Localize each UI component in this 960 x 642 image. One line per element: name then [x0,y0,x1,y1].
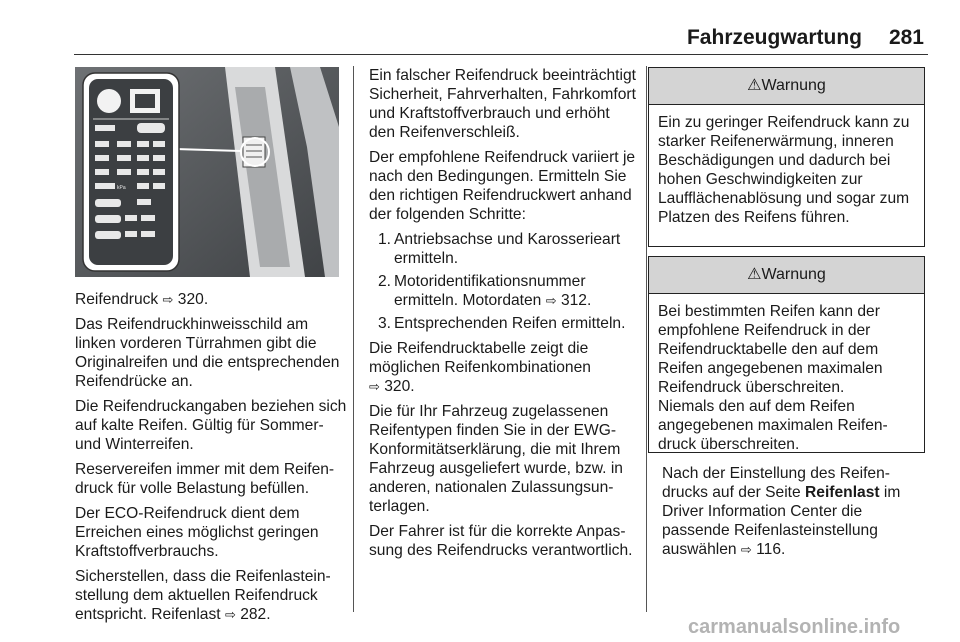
paragraph: Reifendruck ⇨ 320. [75,291,209,308]
paragraph: Das Reifendruckhinweisschild am linken vorderen Türrahmen gibt die Originalreifen und die entsprechenden Reifendrücke an. [75,316,340,390]
paragraph: Der Fahrer ist für die korrekte Anpassung des Reifendrucks verantwortlich. [369,523,633,559]
column-3 [662,464,928,565]
warning-box [648,256,925,453]
plate-unit-label: kPa [117,157,126,163]
column-2 [369,66,637,566]
menu-term: Reifenlast [805,484,880,501]
list-item: 3. Entsprechenden Reifen ermitteln. [378,315,626,332]
arrow-icon: ⇨ [162,292,174,307]
watermark: carmanualsonline.info [688,616,901,638]
paragraph: Die für Ihr Fahrzeug zugelassenen Reifentypen finden Sie in der EWG-Konformitätserklärung, die mit Ihrem Fahrzeug ausgeliefert wurde, bzw. in anderen, nationalen Zulassungsunterlagen. [369,403,623,515]
column-divider-1 [353,66,354,612]
page-header [60,22,928,54]
paragraph: Nach der Einstellung des Reifendrucks auf der Seite Reifenlast im Driver Information Center die passende Reifenlasteinstellung auswählen ⇨ 116. [662,465,901,558]
paragraph: Reservereifen immer mit dem Reifendruck für volle Belastung befüllen. [75,461,335,497]
paragraph: Sicherstellen, dass die Reifenlasteinstellung dem aktuellen Reifendruck entspricht. Reifenlast ⇨ 282. [75,568,331,623]
plate-unit-label: kPa [117,171,126,177]
arrow-icon: ⇨ [545,293,557,308]
header-rule [74,54,928,55]
warning-body: Ein zu geringer Reifendruck kann zu starker Reifenerwärmung, inneren Beschädigungen und dadurch bei hohen Geschwindigkeiten zur Laufflächenablösung und sogar zum Platzen des Reifens führen. [658,114,910,226]
paragraph: Ein falscher Reifendruck beeinträchtigt Sicherheit, Fahrverhalten, Fahrkomfort und Kraftstoffverbrauch und erhöht den Reifenverschleiß. [369,67,636,141]
warning-header: ⚠Warnung [649,68,924,105]
steps-list [369,230,637,333]
list-item: 1. Antriebsachse und Karosserieart ermitteln. [378,231,621,267]
warning-box [648,67,925,247]
plate-unit-label: kPa [117,143,126,149]
list-item: 2. Motoridentifikationsnummer ermitteln. Motordaten ⇨ 312. [378,273,592,309]
warning-triangle-icon: ⚠ [747,77,762,94]
door-frame-illustration [75,67,339,277]
page-reference[interactable]: 320. [384,378,415,395]
arrow-icon: ⇨ [224,607,236,622]
tire-pressure-label-photo [75,67,339,277]
warning-header: ⚠Warnung [649,257,924,294]
column-1 [75,290,350,630]
plate-unit-label: kPa [125,233,134,239]
page-reference[interactable]: 312. [560,292,592,309]
page-reference[interactable]: 116. [756,541,786,558]
paragraph: Der empfohlene Reifendruck variiert je nach den Bedingungen. Ermitteln Sie den richtigen Reifendruckwert anhand der folgenden Schritte: [369,149,636,223]
column-divider-2 [646,66,647,612]
page-reference[interactable]: 320. [177,291,209,308]
plate-unit-label: kPa [117,185,126,191]
paragraph: Der ECO-Reifendruck dient dem Erreichen eines möglichst geringen Kraftstoffverbrauchs. [75,505,319,560]
page-number: 281 [888,26,924,49]
paragraph: Die Reifendrucktabelle zeigt die möglichen Reifenkombinationen ⇨ 320. [369,340,591,395]
arrow-icon: ⇨ [369,379,380,394]
warning-body: Bei bestimmten Reifen kann der empfohlene Reifendruck in der Reifendrucktabelle den auf dem Reifen angegebenen maximalen Reifendruck überschreiten. Niemals den auf dem Reifen angegebenen maximalen Reifendruck überschreiten. [658,303,888,453]
plate-unit-label: kPa [125,217,134,223]
paragraph: Die Reifendruckangaben beziehen sich auf kalte Reifen. Gültig für Sommer- und Winterreifen. [75,398,347,453]
arrow-icon: ⇨ [740,542,752,557]
warning-triangle-icon: ⚠ [747,266,762,283]
page-title: Fahrzeugwartung [686,26,862,49]
page-reference[interactable]: 282. [240,606,271,623]
